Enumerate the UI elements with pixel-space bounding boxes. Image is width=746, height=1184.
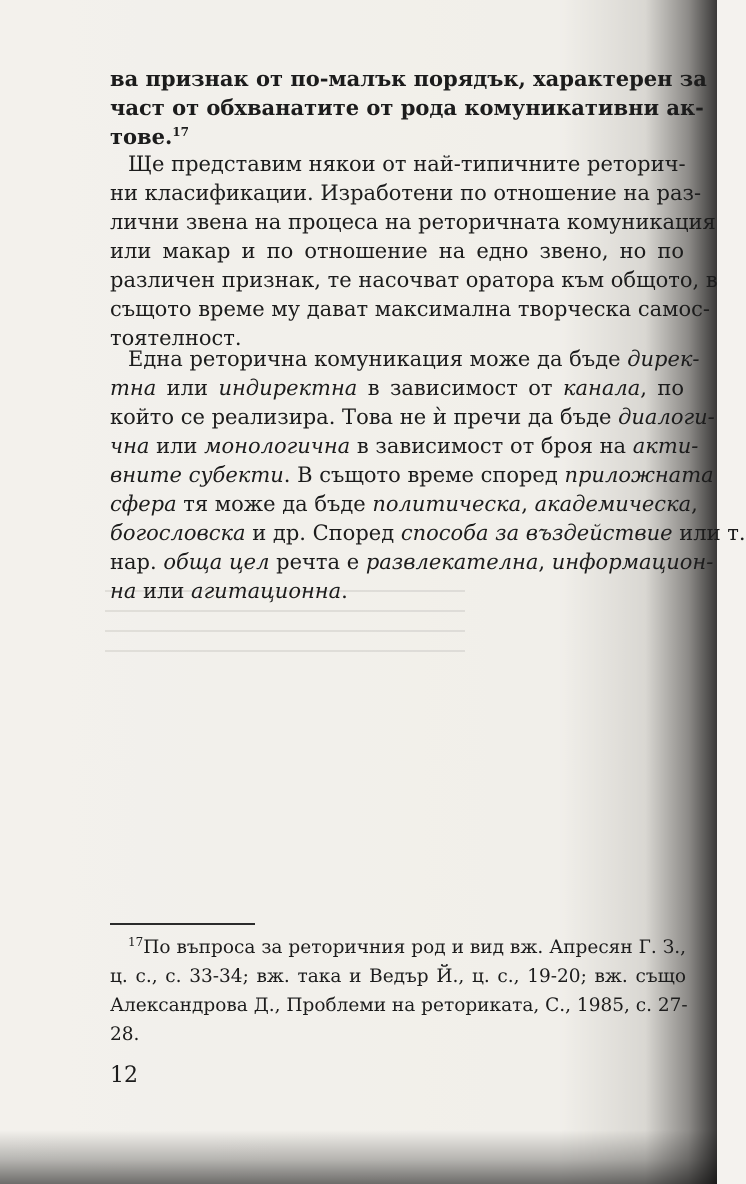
paragraph-bold-intro (110, 64, 707, 151)
text-line: част от обхванатите от рода комуникативни ак- (110, 95, 704, 120)
text-line: Ще представим някои от най-типичните реторич- (128, 152, 686, 176)
text-line: Една реторична комуникация може да бъде дирек- (128, 347, 700, 371)
text-line: същото време му дават максимална творческа самос- (110, 297, 710, 321)
text-line: тове.$^{17}$ (110, 124, 189, 149)
text-line: ц. с., с. 33-34; вж. така и Ведър Й., ц. с., 19-20; вж. също (110, 966, 686, 987)
text-line: сфера тя може да бъде политическа, академическа, (110, 492, 698, 516)
text-line: Александрова Д., Проблеми на реториката, С., 1985, с. 27- (110, 995, 688, 1016)
text-line: лични звена на процеса на реторичната комуникация (110, 210, 716, 234)
footnote-ref: 17 (172, 125, 189, 139)
text-line: $^{17}$По въпроса за реторичния род и вид вж. Апресян Г. З., (128, 934, 686, 958)
text-line: ни класификации. Изработени по отношение на раз- (110, 181, 702, 205)
bleed-through-text (105, 590, 465, 660)
page-number: 12 (110, 1063, 138, 1088)
text-line: 28. (110, 1024, 140, 1045)
text-line: или макар и по отношение на едно звено, но по (110, 239, 684, 263)
footnote (110, 933, 686, 1049)
text-line: богословска и др. Според способа за въздействие или т. (110, 521, 746, 545)
text-line: ва признак от по-малък порядък, характерен за (110, 66, 707, 91)
text-line: чна или монологична в зависимост от броя на акти- (110, 434, 699, 458)
text-line: вните субекти. В същото време според приложната (110, 463, 714, 487)
text-line: тоятелност. (110, 326, 242, 350)
paragraph-communication-types (110, 345, 746, 606)
text-line: нар. обща цел речта е развлекателна, информацион- (110, 550, 714, 574)
text-line: тна или индиректна в зависимост от канала, по (110, 376, 684, 400)
footnote-number: 17 (128, 934, 144, 949)
footnote-divider (110, 923, 255, 925)
scan-shadow (0, 1130, 717, 1184)
text-line: който се реализира. Това не ѝ пречи да бъде диалоги- (110, 405, 715, 429)
text-line: различен признак, те насочват оратора към общото, в (110, 268, 718, 292)
text-line: на или агитационна. (110, 579, 348, 603)
paragraph-classifications (110, 150, 718, 353)
